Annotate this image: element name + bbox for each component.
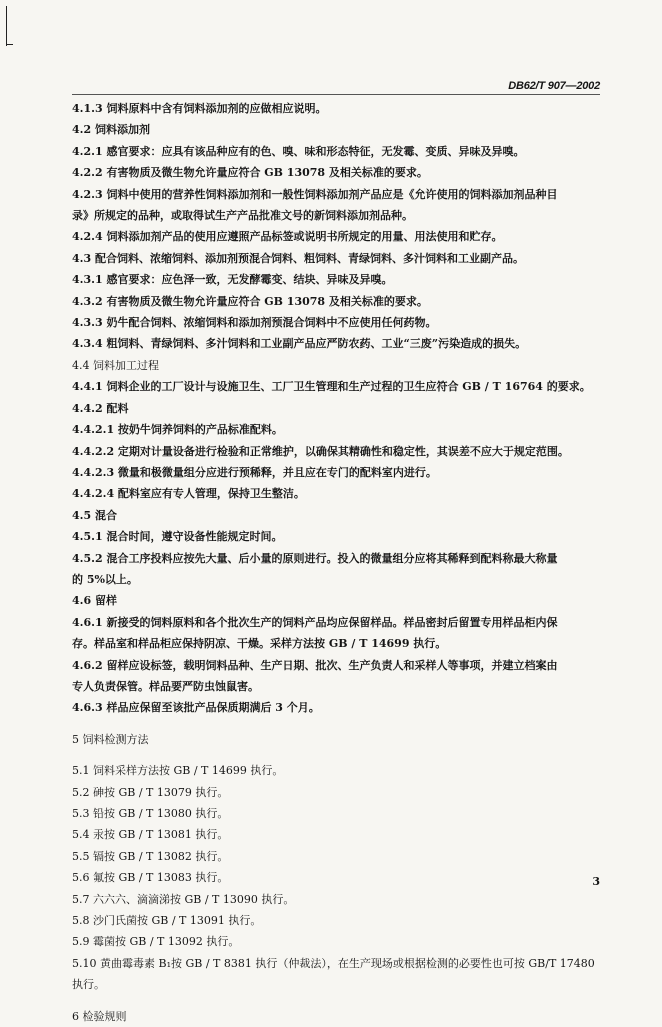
text-line: 4.4 饲料加工过程	[72, 358, 159, 372]
text-line: 5.4 汞按 GB / T 13081 执行。	[72, 828, 229, 842]
text-line: 4.6 留样	[72, 594, 117, 608]
text-line: 5 饲料检测方法	[72, 732, 149, 746]
text-line: 5.10 黄曲霉毒素 B₁按 GB / T 8381 执行（仲裁法），在生产现场或根据检测的必要性也可按 GB/T 17480	[72, 956, 595, 970]
text-line: 4.4.2.2 定期对计量设备进行检验和正常维护，以确保其精确性和稳定性，其误差不应大于规定范围。	[72, 444, 569, 458]
document-body	[72, 98, 602, 1027]
text-line: 存。样品室和样品柜应保持阴凉、干燥。采样方法按 GB / T 14699 执行。	[72, 637, 447, 651]
text-line: 5.6 氟按 GB / T 13083 执行。	[72, 871, 229, 885]
text-line: 4.2.2 有害物质及微生物允许量应符合 GB 13078 及相关标准的要求。	[72, 166, 428, 180]
text-line: 5.5 镉按 GB / T 13082 执行。	[72, 849, 229, 863]
text-line: 5.3 铅按 GB / T 13080 执行。	[72, 807, 229, 820]
text-line: 5.1 饲料采样方法按 GB / T 14699 执行。	[72, 764, 284, 778]
text-line: 4.4.2.3 微量和极微量组分应进行预稀释，并且应在专门的配料室内进行。	[72, 465, 437, 479]
text-line: 5.7 六六六、滴滴涕按 GB / T 13090 执行。	[72, 892, 295, 906]
text-line: 4.4.2.4 配料室应有专人管理，保持卫生整洁。	[72, 487, 305, 501]
text-line: 4.3.1 感官要求：应色泽一致，无发酵霉变、结块、异味及异嗅。	[72, 273, 393, 287]
text-line: 4.5.1 混合时间，遵守设备性能规定时间。	[72, 530, 283, 544]
binding-tick	[6, 44, 13, 45]
text-line: 执行。	[72, 978, 105, 992]
text-line: 4.4.2.1 按奶牛饲养饲料的产品标准配料。	[72, 423, 283, 437]
text-line: 4.3.2 有害物质及微生物允许量应符合 GB 13078 及相关标准的要求。	[72, 294, 428, 308]
text-line: 4.2.3 饲料中使用的营养性饲料添加剂和一般性饲料添加剂产品应是《允许使用的饲料添加剂品种目	[72, 187, 558, 201]
text-line: 录》所规定的品种，或取得试生产产品批准文号的新饲料添加剂品种。	[72, 209, 413, 223]
text-line: 5.8 沙门氏菌按 GB / T 13091 执行。	[72, 914, 262, 928]
text-line: 4.6.3 样品应保留至该批产品保质期满后 3 个月。	[72, 701, 320, 715]
text-line: 的 5%以上。	[72, 572, 138, 586]
text-line: 4.1.3 饲料原料中含有饲料添加剂的应做相应说明。	[72, 102, 327, 115]
binding-mark	[6, 6, 10, 46]
text-line: 4.6.2 留样应设标签，载明饲料品种、生产日期、批次、生产负责人和采样人等事项，并建立档案由	[72, 658, 558, 672]
text-line: 4.5.2 混合工序投料应按先大量、后小量的原则进行。投入的微量组分应将其稀释到配料称最大称量	[72, 551, 558, 565]
standard-code: DB62/T 907—2002	[508, 80, 600, 92]
page-number: 3	[592, 875, 600, 888]
text-line: 4.4.2 配料	[72, 401, 129, 415]
text-line: 4.3.4 粗饲料、青绿饲料、多汁饲料和工业副产品应严防农药、工业“三废”污染造成的损失。	[72, 337, 527, 351]
text-line: 4.5 混合	[72, 508, 117, 522]
text-line: 4.3.3 奶牛配合饲料、浓缩饲料和添加剂预混合饲料中不应使用任何药物。	[72, 316, 437, 330]
text-line: 4.2.1 感官要求：应具有该品种应有的色、嗅、味和形态特征，无发霉、变质、异味及异嗅。	[72, 144, 525, 158]
text-line: 4.3 配合饲料、浓缩饲料、添加剂预混合饲料、粗饲料、青绿饲料、多汁饲料和工业副产品。	[72, 251, 524, 265]
text-line: 4.6.1 新接受的饲料原料和各个批次生产的饲料产品均应保留样品。样品密封后留置专用样品柜内保	[72, 615, 558, 629]
header-rule	[72, 94, 600, 95]
text-line: 4.4.1 饲料企业的工厂设计与设施卫生、工厂卫生管理和生产过程的卫生应符合 GB / T 16764 的要求。	[72, 380, 591, 394]
text-line: 5.9 霉菌按 GB / T 13092 执行。	[72, 935, 240, 949]
text-line: 5.2 砷按 GB / T 13079 执行。	[72, 785, 229, 799]
text-line: 4.2.4 饲料添加剂产品的使用应遵照产品标签或说明书所规定的用量、用法使用和贮存。	[72, 230, 503, 244]
text-line: 6 检验规则	[72, 1009, 127, 1023]
text-line: 4.2 饲料添加剂	[72, 123, 150, 137]
text-line: 专人负责保管。样品要严防虫蚀鼠害。	[72, 679, 259, 693]
